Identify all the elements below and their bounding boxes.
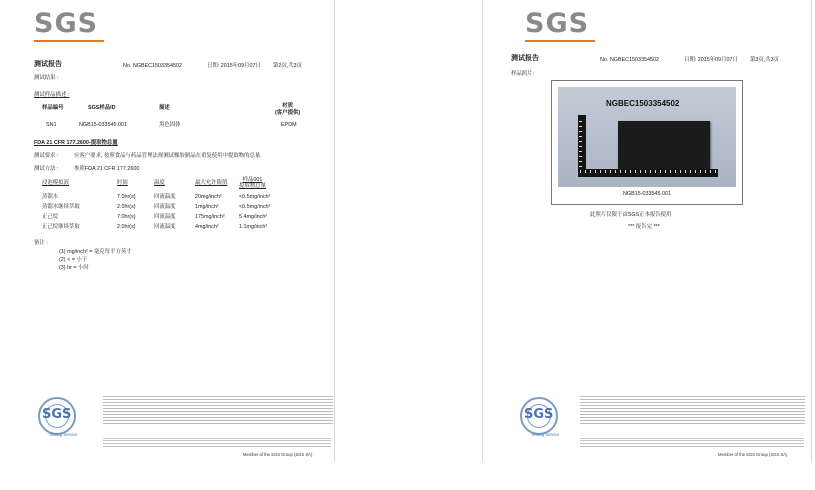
member-text: Member of the SGS Group (SGS SA)	[243, 452, 313, 457]
note-item: (3) hr = 小时	[59, 265, 89, 271]
page-info: 第3页,共3页	[750, 57, 780, 63]
photo-caption: NGB15-033545.001	[623, 191, 671, 197]
page-edge	[334, 0, 335, 462]
results-cell: 正己烷	[42, 214, 59, 220]
note-item: (2) < = 小于	[59, 257, 88, 263]
test-method-text: 参照FDA 21 CFR 177.2600	[74, 166, 140, 172]
end-of-report: *** 报告完 ***	[628, 224, 660, 230]
results-header-medium: 浸泡模拟液	[42, 180, 69, 186]
ruler-ticks-v	[579, 117, 582, 167]
footer-rule	[580, 438, 804, 439]
sample-cell-material: EPDM	[281, 122, 297, 128]
results-cell: 7.0hr(s)	[117, 194, 136, 200]
notes-label: 备注 :	[34, 240, 48, 246]
section-title: FDA 21 CFR 177.2600-提取物总量	[34, 140, 118, 146]
results-header-temp: 温度	[154, 180, 165, 186]
results-cell: 蒸馏水继续萃取	[42, 204, 80, 210]
footer-rule	[103, 438, 331, 439]
sample-header-no: 样品编号	[42, 105, 64, 111]
results-cell: 7.0hr(s)	[117, 214, 136, 220]
logo-underline	[34, 40, 104, 42]
results-cell: 1mg/inch²	[195, 204, 219, 210]
sample-photo-frame	[551, 80, 743, 205]
logo-underline	[525, 40, 595, 42]
results-cell: 1.1mg/inch²	[239, 224, 268, 230]
epdm-sheet-image	[618, 121, 710, 171]
report-date: 日期: 2015年09月07日	[684, 57, 738, 63]
page-info: 第2页,共3页	[273, 63, 303, 69]
results-header-sample: 样品001 提取物总量	[239, 177, 266, 189]
report-title: 测试报告	[511, 55, 539, 62]
test-method-label: 测试方法 :	[34, 166, 59, 172]
sample-cell-desc: 黑色固体	[159, 122, 181, 128]
seal-sub: Testing Service	[49, 432, 78, 437]
sgs-logo: SGS	[525, 8, 590, 39]
results-cell: <0.5mg/inch²	[239, 204, 271, 210]
note-item: (1) mg/inch² = 毫克每平方英寸	[59, 249, 132, 255]
sample-header-desc: 描述	[159, 105, 170, 111]
report-title: 测试报告	[34, 61, 62, 68]
sample-desc-label: 测试样品描述 :	[34, 92, 70, 98]
results-cell: <0.5mg/inch²	[239, 194, 271, 200]
photo-section-label: 样品照片:	[511, 71, 535, 77]
member-text: Member of the SGS Group (SGS SA)	[718, 452, 788, 457]
report-page-3	[482, 0, 812, 462]
sample-photo	[558, 87, 736, 187]
sgs-logo: SGS	[34, 8, 99, 39]
results-cell: 2.0hr(s)	[117, 224, 136, 230]
results-cell: 正己烷继续萃取	[42, 224, 80, 230]
seal-text: SGS	[42, 407, 72, 422]
page-edge	[811, 0, 812, 462]
sample-header-sgsid: SGS样品ID	[88, 105, 116, 111]
page-edge	[482, 0, 483, 462]
results-cell: 回流温度	[154, 204, 176, 210]
results-cell: 20mg/inch²	[195, 194, 222, 200]
seal-text: SGS	[524, 407, 554, 422]
terms-fine-print	[103, 396, 333, 426]
result-label: 测试结果 :	[34, 75, 59, 81]
photo-overlay-label: NGBEC1503354502	[606, 99, 680, 108]
results-cell: 回流温度	[154, 214, 176, 220]
report-date: 日期: 2015年09月07日	[207, 63, 261, 69]
sample-cell-sgsid: NGB15-033545.001	[79, 122, 127, 128]
report-page-2	[5, 0, 335, 462]
results-cell: 5.4mg/inch²	[239, 214, 268, 220]
address-fine-print	[103, 440, 331, 447]
sample-cell-no: SN1	[46, 122, 57, 128]
report-number: No. NGBEC1503354502	[600, 57, 660, 63]
address-fine-print	[580, 440, 804, 447]
results-cell: 蒸馏水	[42, 194, 59, 200]
results-cell: 回流温度	[154, 224, 176, 230]
results-cell: 4mg/inch²	[195, 224, 219, 230]
ruler-ticks-h	[580, 170, 716, 173]
results-cell: 回流温度	[154, 194, 176, 200]
terms-fine-print	[580, 396, 805, 426]
test-req-text: 应客户要求, 按照食品与药品管理法规测试橡胶制品在重复使用中提取物的总量.	[74, 153, 262, 159]
results-cell: 175mg/inch²	[195, 214, 225, 220]
test-req-label: 测试要求 :	[34, 153, 59, 159]
results-cell: 2.0hr(s)	[117, 204, 136, 210]
results-header-time: 时间	[117, 180, 128, 186]
seal-sub: Testing Service	[531, 432, 560, 437]
report-number: No. NGBEC1503354502	[123, 63, 183, 69]
results-header-limit: 最大允许限值	[195, 180, 228, 186]
sample-header-material: 材质 (客户提供)	[275, 103, 301, 116]
photo-note: 此照片仅限于由SGS正本报告使用	[590, 212, 672, 218]
